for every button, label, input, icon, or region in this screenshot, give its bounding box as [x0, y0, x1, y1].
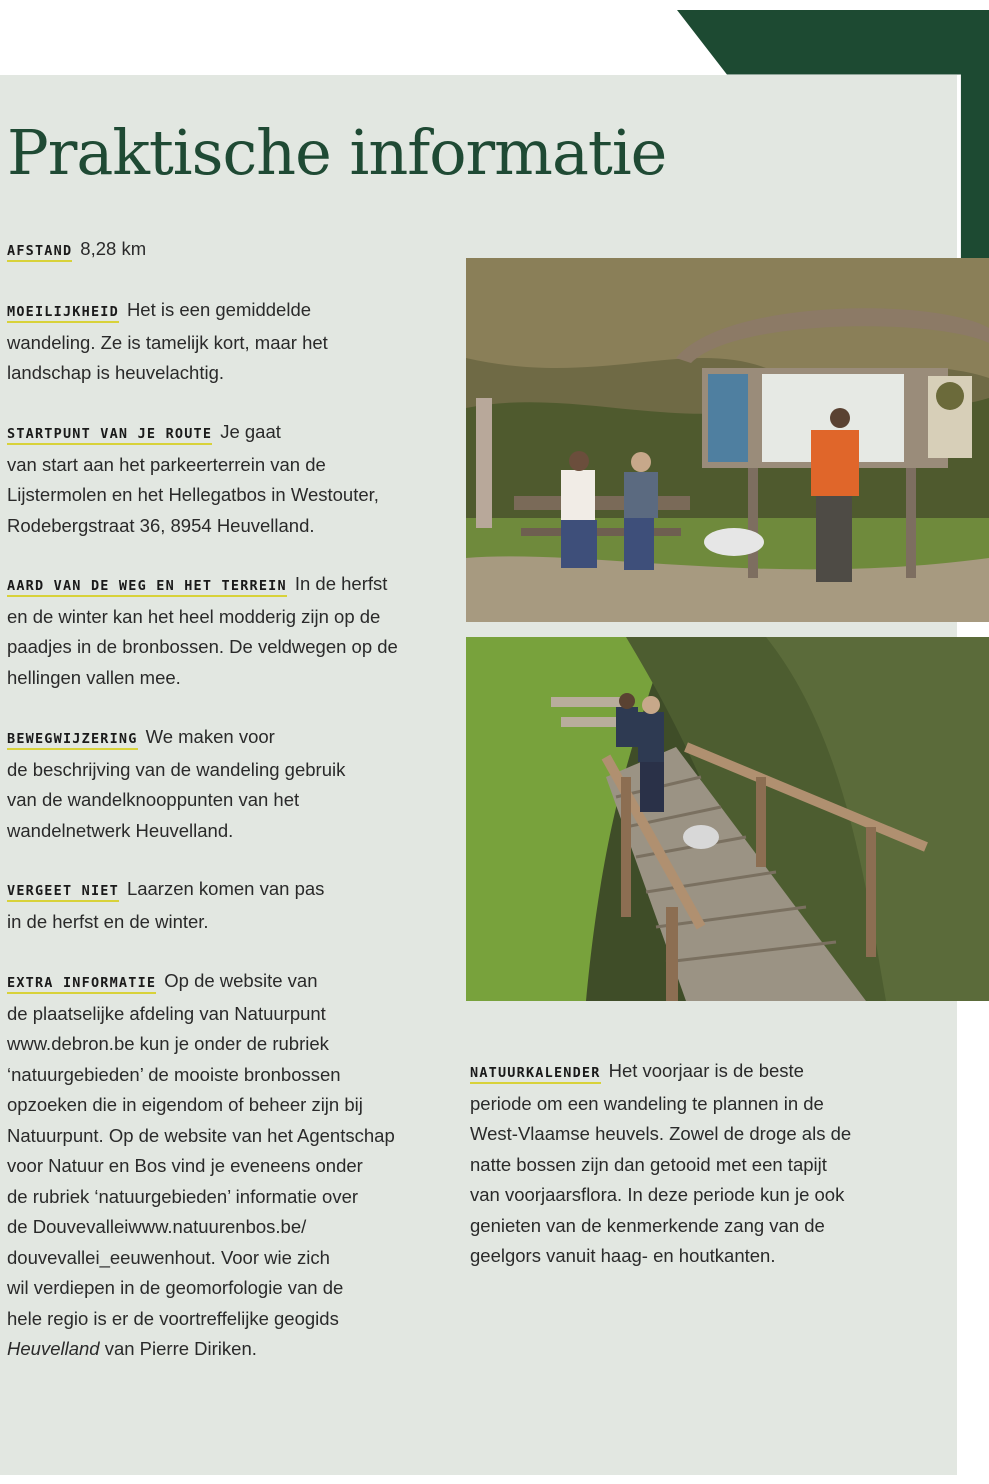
page-title: Praktische informatie: [7, 116, 667, 189]
text-line: genieten van de kenmerkende zang van de: [470, 1214, 825, 1236]
text-line: paadjes in de bronbossen. De veldwegen op de: [7, 636, 398, 657]
text-line: de rubriek ‘natuurgebieden’ informatie over: [7, 1185, 359, 1207]
text-line: www.debron.be kun je onder de rubriek: [7, 1033, 329, 1054]
label-startpunt: STARTPUNT VAN JE ROUTE: [7, 426, 212, 445]
text-line: wandelnetwerk Heuvelland.: [7, 819, 234, 841]
text-line: van de wandelknooppunten van het: [7, 789, 300, 810]
text-line: Natuurpunt. Op de website van het Agentschap: [7, 1124, 395, 1146]
text-line: Het voorjaar is de beste: [608, 1060, 804, 1081]
photo-bridge: [466, 637, 989, 1001]
text-line: hellingen vallen mee.: [7, 666, 181, 688]
text-line: landschap is heuvelachtig.: [7, 362, 225, 383]
text-line: in de herfst en de winter.: [7, 910, 209, 932]
text-line: periode om een wandeling te plannen in de: [470, 1092, 824, 1114]
text-line: In de herfst: [294, 573, 388, 594]
label-afstand: AFSTAND: [7, 243, 72, 262]
afstand-value: 8,28 km: [80, 238, 147, 259]
text-line: Op de website van: [164, 970, 318, 991]
section-extra-informatie: [7, 966, 395, 1365]
text-line: Je gaat: [220, 421, 281, 442]
text-line: van start aan het parkeerterrein van de: [7, 453, 326, 475]
text-line: wandeling. Ze is tamelijk kort, maar het: [7, 331, 328, 353]
text-line: wil verdiepen in de geomorfologie van de: [7, 1277, 344, 1298]
text-line: en de winter kan het heel modderig zijn op de: [7, 605, 381, 627]
label-aard: AARD VAN DE WEG EN HET TERREIN: [7, 578, 287, 597]
label-natuurkalender: NATUURKALENDER: [470, 1065, 601, 1084]
text-line: geelgors vanuit haag- en houtkanten.: [470, 1245, 776, 1266]
text-line: We maken voor: [145, 726, 275, 747]
label-vergeet-niet: VERGEET NIET: [7, 883, 119, 902]
text-line: van voorjaarsflora. In deze periode kun je ook: [470, 1184, 845, 1205]
section-natuurkalender: [470, 1056, 851, 1272]
text-line: Rodebergstraat 36, 8954 Heuvelland.: [7, 514, 315, 536]
text-line: de beschrijving van de wandeling gebruik: [7, 758, 346, 780]
text-line: West-Vlaamse heuvels. Zowel de droge als de: [470, 1123, 852, 1144]
text-line: ‘natuurgebieden’ de mooiste bronbossen: [7, 1063, 341, 1085]
text-line: Lijstermolen en het Hellegatbos in Westouter,: [7, 484, 379, 505]
text-line: de plaatselijke afdeling van Natuurpunt: [7, 1002, 326, 1024]
section-startpunt: [7, 417, 379, 541]
text-line: opzoeken die in eigendom of beheer zijn bij: [7, 1094, 363, 1115]
text-line: van Pierre Diriken.: [99, 1338, 257, 1359]
label-bewegwijzering: BEWEGWIJZERING: [7, 731, 138, 750]
text-line: Het is een gemiddelde: [126, 299, 312, 320]
text-line: hele regio is er de voortreffelijke geogids: [7, 1307, 339, 1329]
label-extra-informatie: EXTRA INFORMATIE: [7, 975, 156, 994]
book-title: Heuvelland: [7, 1338, 100, 1359]
section-aard: [7, 569, 398, 693]
photo-info-board: [466, 258, 989, 622]
text-line: Laarzen komen van pas: [126, 878, 325, 899]
section-afstand: [7, 234, 146, 267]
text-line: douvevallei_eeuwenhout. Voor wie zich: [7, 1246, 330, 1268]
text-line: de Douvevalleiwww.natuurenbos.be/: [7, 1216, 307, 1237]
section-bewegwijzering: [7, 722, 345, 846]
section-moeilijkheid: [7, 295, 328, 389]
section-vergeet-niet: [7, 874, 324, 937]
label-moeilijkheid: MOEILIJKHEID: [7, 304, 119, 323]
text-line: voor Natuur en Bos vind je eveneens onder: [7, 1155, 363, 1176]
text-line: natte bossen zijn dan getooid met een tapijt: [470, 1153, 827, 1175]
